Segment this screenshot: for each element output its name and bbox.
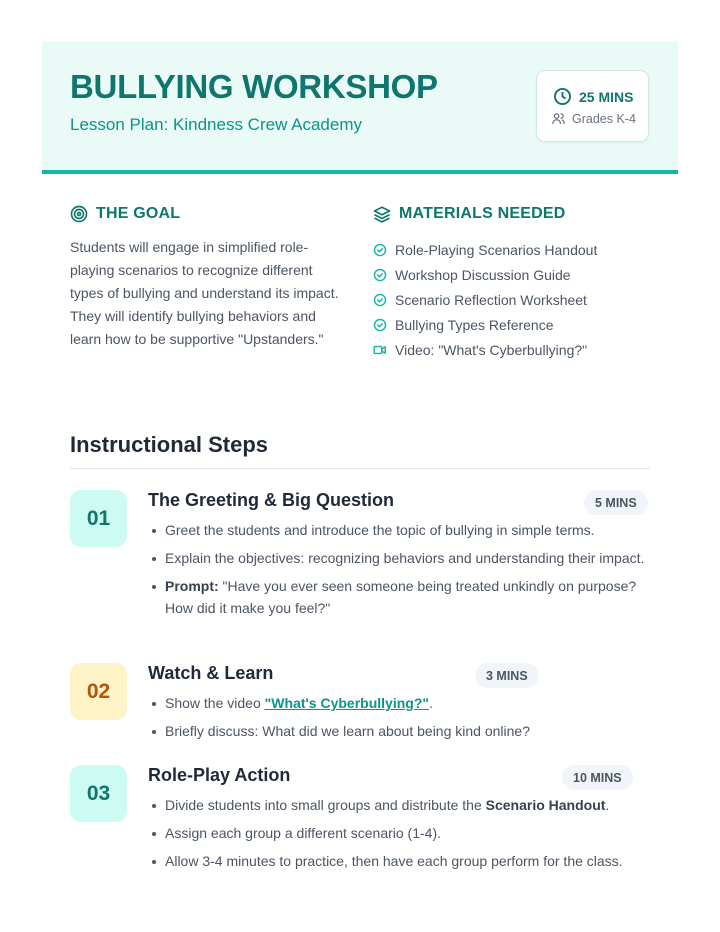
bullet-text: "Have you ever seen someone being treated unkindly on purpose? How did it make you feel?" <box>165 578 637 616</box>
video-icon <box>373 343 387 357</box>
check-circle-icon <box>373 268 387 282</box>
steps-title: Instructional Steps <box>70 432 269 457</box>
material-label: Video: "What's Cyberbullying?" <box>395 341 588 358</box>
step-bullet <box>165 548 650 570</box>
step-number: 02 <box>70 663 127 720</box>
bullet-text: Explain the objectives: recognizing behaviors and understanding their impact. <box>165 550 645 566</box>
material-label: Workshop Discussion Guide <box>395 267 571 284</box>
material-label: Scenario Reflection Worksheet <box>395 291 587 308</box>
clock-icon <box>553 87 572 106</box>
page-title: BULLYING WORKSHOP <box>70 68 438 105</box>
video-link[interactable]: "What's Cyberbullying?" <box>264 695 430 711</box>
step-bullet <box>165 795 650 817</box>
grade-level: Grades K-4 <box>572 111 636 126</box>
step-bullet <box>165 576 650 619</box>
bullet-text: Allow 3-4 minutes to practice, then have each group perform for the class. <box>165 853 623 869</box>
check-circle-icon <box>373 318 387 332</box>
step-duration-badge: 5 MINS <box>584 490 648 515</box>
grades-row <box>551 111 636 126</box>
material-item <box>373 312 597 337</box>
material-item <box>373 337 597 362</box>
step-bullets <box>165 693 650 749</box>
bullet-text: Assign each group a different scenario (1-4). <box>165 825 442 841</box>
goal-heading <box>70 205 180 223</box>
step-bullets <box>165 520 650 626</box>
handout-name: Scenario Handout <box>485 797 606 813</box>
goal-description: Students will engage in simplified role-playing scenarios to recognize different types of bullying and understand its impact. They will identify bullying behaviors and learn how to be supportive "Upstanders." <box>70 239 339 347</box>
step-title: Watch & Learn <box>148 663 274 683</box>
bullet-text-end: . <box>429 695 433 711</box>
step-duration-badge: 3 MINS <box>475 663 539 688</box>
step-number: 03 <box>70 765 127 822</box>
layers-icon <box>373 205 391 223</box>
step-bullets <box>165 795 650 879</box>
target-icon <box>70 205 88 223</box>
material-item <box>373 263 597 288</box>
prompt-label: Prompt: <box>165 578 219 594</box>
bullet-text: Divide students into small groups and distribute the <box>165 797 486 813</box>
bullet-text: Briefly discuss: What did we learn about being kind online? <box>165 723 530 739</box>
materials-list <box>373 238 597 362</box>
steps-divider <box>70 468 650 469</box>
bullet-text: Greet the students and introduce the topic of bullying in simple terms. <box>165 522 595 538</box>
materials-heading <box>373 205 565 223</box>
duration-row <box>553 87 633 106</box>
lesson-header <box>42 42 678 174</box>
check-circle-icon <box>373 293 387 307</box>
step-title: Role-Play Action <box>148 765 291 785</box>
duration-card <box>536 70 649 142</box>
step-bullet <box>165 693 650 715</box>
step-bullet <box>165 823 650 845</box>
bullet-text: Show the video <box>165 695 265 711</box>
page-subtitle: Lesson Plan: Kindness Crew Academy <box>70 115 362 134</box>
step-number: 01 <box>70 490 127 547</box>
total-duration: 25 MINS <box>579 88 634 105</box>
step-bullet <box>165 721 650 743</box>
material-item <box>373 238 597 263</box>
material-label: Bullying Types Reference <box>395 316 554 333</box>
step-bullet <box>165 851 650 873</box>
users-icon <box>551 111 566 126</box>
bullet-text-end: . <box>605 797 610 813</box>
step-duration-badge: 10 MINS <box>562 765 633 790</box>
step-bullet <box>165 520 650 542</box>
material-label: Role-Playing Scenarios Handout <box>395 242 598 259</box>
step-title: The Greeting & Big Question <box>148 490 395 510</box>
material-item <box>373 288 597 313</box>
check-circle-icon <box>373 243 387 257</box>
goal-title: THE GOAL <box>96 205 181 222</box>
materials-title: MATERIALS NEEDED <box>399 205 566 222</box>
